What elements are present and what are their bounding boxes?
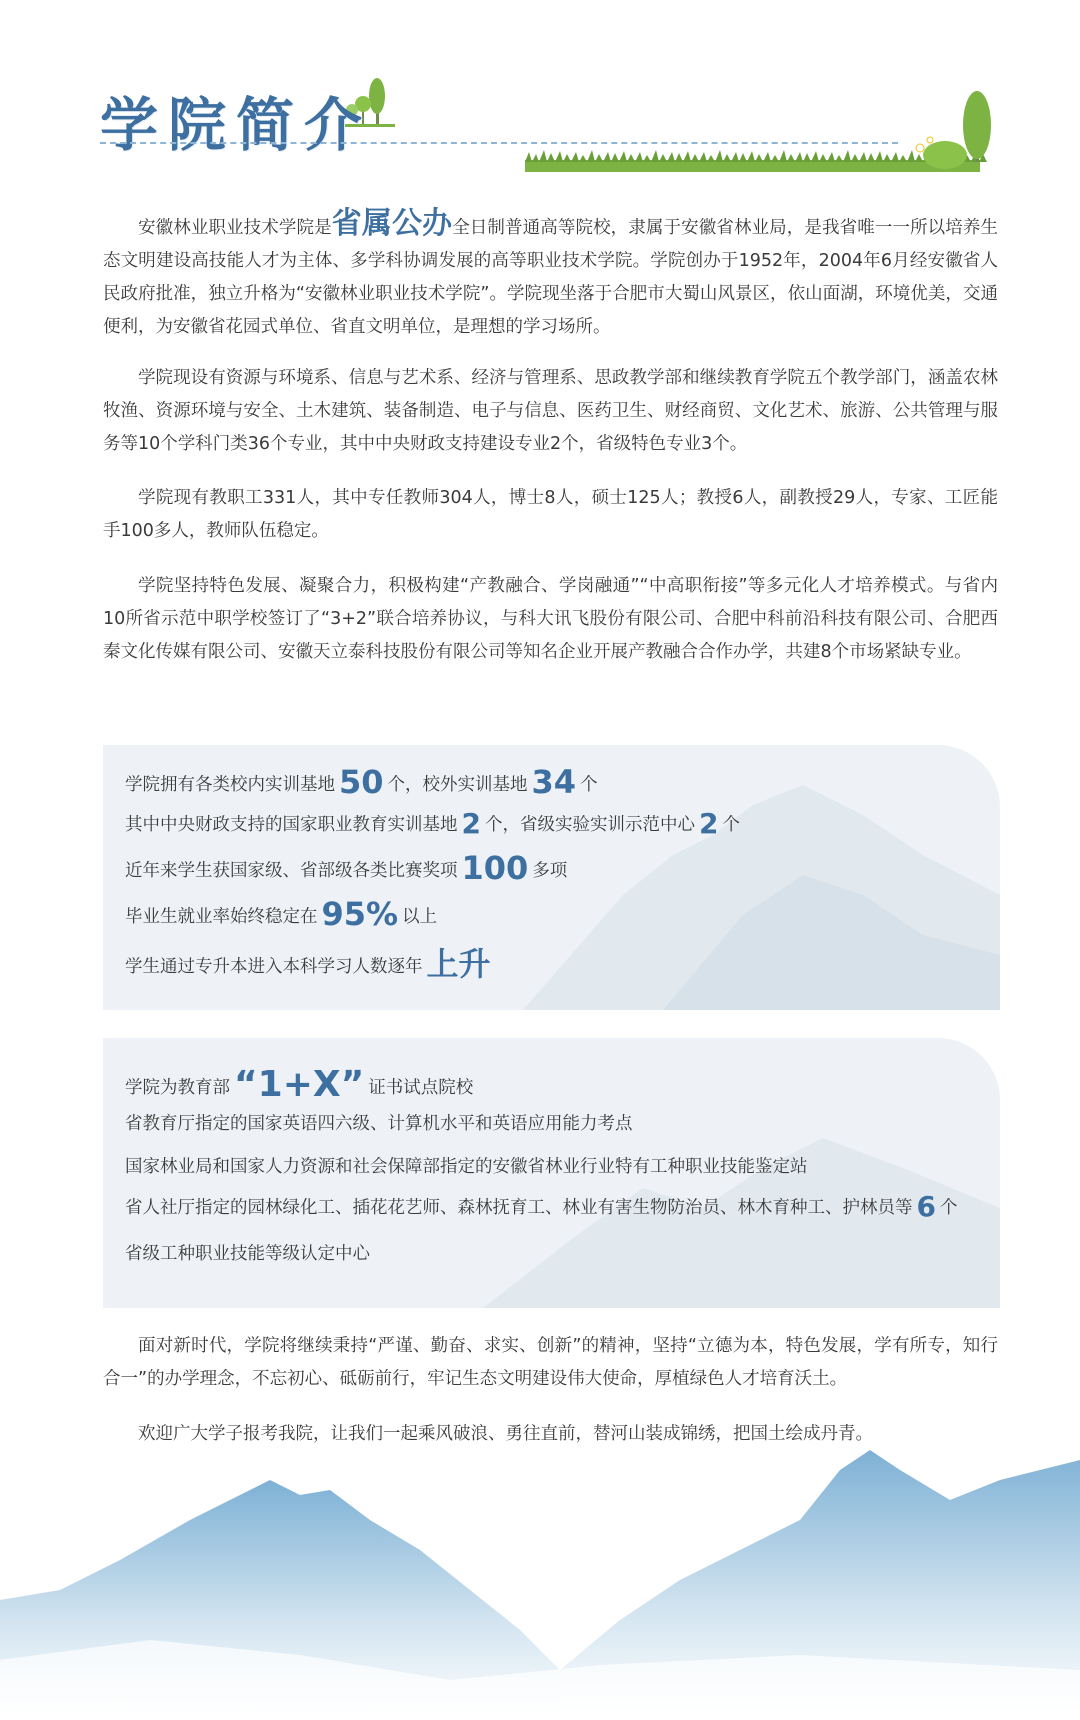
paragraph-intro bbox=[103, 207, 998, 344]
stat-number: 2 bbox=[698, 807, 719, 840]
qualification-panel bbox=[103, 1038, 1000, 1308]
title-divider bbox=[100, 142, 898, 144]
paragraph-future: 面对新时代，学院将继续秉持“严谨、勤奋、求实、创新”的精神，坚持“立德为本，特色发展，学有所专，知行合一”的办学理念，不忘初心、砥砺前行，牢记生态文明建设伟大使命，厚植绿色人才培育沃土。 bbox=[103, 1336, 998, 1389]
stats-panel bbox=[103, 745, 1000, 1010]
stat-number: 50 bbox=[339, 763, 384, 801]
stat-line-employment: 毕业生就业率始终稳定在 95% 以上 bbox=[125, 895, 438, 933]
intro-text-b: 全日制普通高等院校，隶属于安徽省林业局，是我省唯一一所以培养生态文明建设高技能人才为主体、多学科协调发展的高等职业技术学院。学院创办于1952年，2004年6月经安徽省人民政府批准，独立升格为“安徽林业职业技术学院”。学院现坐落于合肥市大蜀山风景区，依山面湖，环境优美，交通便利，为安徽省花园式单位、省直文明单位，是理想的学习场所。 bbox=[103, 218, 999, 337]
stat-number: 2 bbox=[461, 807, 481, 840]
qual-line-trades: 省人社厅指定的园林绿化工、插花花艺师、森林抚育工、林业有害生物防治员、林木育种工、护林员等 6 个 bbox=[125, 1190, 958, 1223]
paragraph-staff: 学院现有教职工331人，其中专任教师304人，博士8人，硕士125人；教授6人，副教授29人，专家、工匠能手100多人，教师队伍稳定。 bbox=[103, 488, 998, 541]
stat-line-upgrade: 学生通过专升本进入本科学习人数逐年 上升 bbox=[125, 945, 491, 983]
stat-number: 上升 bbox=[426, 945, 491, 983]
intro-text-a: 安徽林业职业技术学院是 bbox=[138, 218, 332, 238]
paragraph-cooperation: 学院坚持特色发展、凝聚合力，积极构建“产教融合、学岗融通”“中高职衔接”等多元化人才培养模式。与省内10所省示范中职学校签订了“3+2”联合培养协议，与科大讯飞股份有限公司、合肥中科前沿科技有限公司、合肥西秦文化传媒有限公司、安徽天立泰科技股份有限公司等知名企业开展产教融合合作办学，共建8个市场紧缺专业。 bbox=[103, 576, 998, 662]
intro-highlight: 省属公办 bbox=[331, 206, 453, 241]
grass-strip-icon bbox=[525, 91, 991, 172]
stat-line-national: 其中中央财政支持的国家职业教育实训基地 2 个，省级实验实训示范中心 2 个 bbox=[125, 807, 740, 840]
paragraph-welcome: 欢迎广大学子报考我院，让我们一起乘风破浪、勇往直前，替河山装成锦绣，把国土绘成丹青。 bbox=[138, 1424, 873, 1444]
paragraph-departments: 学院现设有资源与环境系、信息与艺术系、经济与管理系、思政教学部和继续教育学院五个教学部门，涵盖农林牧渔、资源环境与安全、土木建筑、装备制造、电子与信息、医药卫生、财经商贸、文化艺术、旅游、公共管理与服务等10个学科门类36个专业，其中中央财政支持建设专业2个，省级特色专业3个。 bbox=[103, 368, 998, 454]
page-title: 学院简介 bbox=[100, 91, 373, 159]
qual-line-appraisal: 国家林业局和国家人力资源和社会保障部指定的安徽省林业行业特有工种职业技能鉴定站 bbox=[125, 1157, 808, 1177]
stat-number: “1+X” bbox=[234, 1064, 365, 1105]
header bbox=[0, 0, 1080, 200]
stat-line-bases: 学院拥有各类校内实训基地 50 个，校外实训基地 34 个 bbox=[125, 763, 598, 801]
stat-number: 100 bbox=[461, 849, 529, 887]
qual-line-exams: 省教育厅指定的国家英语四六级、计算机水平和英语应用能力考点 bbox=[125, 1114, 633, 1134]
stat-number: 95% bbox=[321, 895, 399, 933]
mountain-landscape bbox=[0, 1440, 1080, 1720]
stat-number: 34 bbox=[531, 763, 577, 801]
stat-number: 6 bbox=[916, 1190, 936, 1223]
stat-line-awards: 近年来学生获国家级、省部级各类比赛奖项 100 多项 bbox=[125, 849, 568, 887]
qual-line-1x: 学院为教育部 “1+X” 证书试点院校 bbox=[125, 1064, 474, 1105]
qual-line-center: 省级工种职业技能等级认定中心 bbox=[125, 1244, 370, 1264]
